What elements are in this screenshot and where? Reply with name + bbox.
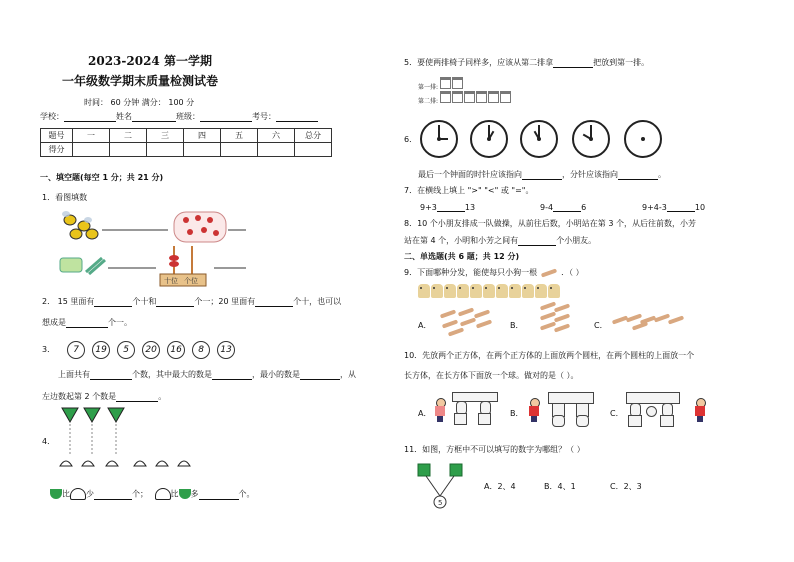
q7-item: 9+4-3 10 bbox=[642, 203, 706, 212]
clock-icon bbox=[470, 120, 508, 158]
score-input[interactable] bbox=[73, 143, 110, 157]
bones-group-b bbox=[536, 302, 576, 338]
bees-picture bbox=[62, 211, 98, 239]
q2-blank-1[interactable] bbox=[94, 297, 132, 307]
chair-icon bbox=[440, 77, 451, 89]
watermelon-icon bbox=[179, 489, 191, 499]
score-table-header-row bbox=[41, 129, 332, 143]
stack-picture-b bbox=[548, 392, 598, 426]
apple-number: 8 bbox=[192, 341, 210, 359]
abacus-tens-label: 十位 bbox=[164, 277, 178, 285]
score-cell: 一 bbox=[73, 129, 110, 143]
q3-blank-4[interactable] bbox=[116, 392, 158, 402]
chair-icon bbox=[500, 91, 511, 103]
q6-number: 6． bbox=[404, 135, 418, 144]
q10-option-a[interactable]: A． bbox=[418, 409, 432, 418]
dog-icon bbox=[548, 284, 560, 298]
dog-icon bbox=[457, 284, 469, 298]
info-line bbox=[40, 111, 318, 122]
q7-blank-2[interactable] bbox=[553, 202, 581, 212]
score-cell: 三 bbox=[147, 129, 184, 143]
time-line: 时间： 60 分钟 满分： 100 分 bbox=[84, 98, 195, 107]
q7-item: 9-4 6 bbox=[540, 203, 587, 212]
score-input[interactable] bbox=[147, 143, 184, 157]
exam-term-title: 2023-2024 第一学期 bbox=[88, 54, 212, 68]
score-cell: 四 bbox=[184, 129, 221, 143]
school-blank[interactable] bbox=[64, 112, 116, 122]
abacus-ones-label: 个位 bbox=[184, 277, 198, 285]
clock-icon bbox=[520, 120, 558, 158]
q2-blank-2[interactable] bbox=[156, 297, 194, 307]
apple-number: 5 bbox=[117, 341, 135, 359]
dogs-row bbox=[418, 284, 561, 300]
q10-option-b[interactable]: B． bbox=[510, 409, 524, 418]
q4-blank-1[interactable] bbox=[94, 490, 132, 500]
q10-line2: 长方体，在长方体下面放一个球。做对的是（ ）。 bbox=[404, 371, 579, 380]
q7-item: 9+3 13 bbox=[420, 203, 476, 212]
q4-blank-2[interactable] bbox=[199, 490, 239, 500]
q3-blank-1[interactable] bbox=[90, 370, 132, 380]
clock-icon bbox=[624, 120, 662, 158]
class-label: 班级： bbox=[176, 112, 200, 121]
q3-blank-2[interactable] bbox=[212, 370, 252, 380]
q4-number: 4． bbox=[42, 437, 56, 446]
apple-number: 19 bbox=[92, 341, 110, 359]
peach-icon bbox=[70, 488, 86, 500]
q11-figure bbox=[414, 460, 470, 516]
clock-icon bbox=[572, 120, 610, 158]
q1-prompt bbox=[42, 192, 87, 203]
q6-blank-2[interactable] bbox=[618, 170, 658, 180]
bones-group-c bbox=[612, 312, 684, 332]
dog-icon bbox=[522, 284, 534, 298]
score-input[interactable] bbox=[295, 143, 332, 157]
q1-number: 1． bbox=[42, 193, 56, 202]
school-label: 学校： bbox=[40, 112, 64, 121]
dog-icon bbox=[444, 284, 456, 298]
q3-blank-3[interactable] bbox=[300, 370, 340, 380]
id-blank[interactable] bbox=[276, 112, 318, 122]
child-icon bbox=[528, 398, 540, 422]
score-cell: 六 bbox=[258, 129, 295, 143]
q8-line2: 站在第 4 个，小明和小芳之间有 个小朋友。 bbox=[404, 236, 597, 245]
chair-icon bbox=[464, 91, 475, 103]
q11-node-number: 5 bbox=[438, 499, 443, 507]
exam-title: 一年级数学期末质量检测试卷 bbox=[62, 74, 219, 88]
score-input[interactable] bbox=[221, 143, 258, 157]
chair-icon bbox=[440, 91, 451, 103]
score-cell: 五 bbox=[221, 129, 258, 143]
q11-option-a[interactable]: A．2、4 bbox=[484, 482, 516, 491]
q11-option-b[interactable]: B．4、1 bbox=[544, 482, 576, 491]
section2-title: 二、单选题(共 6 题；共 12 分) bbox=[404, 252, 520, 261]
q9-option-b[interactable]: B． bbox=[510, 321, 524, 330]
q8-blank[interactable] bbox=[518, 236, 556, 246]
q6-prompt: 最后一个钟面的时针应该指向 ，分针应该指向 。 bbox=[418, 170, 666, 179]
watermelon-icon bbox=[62, 408, 124, 422]
watermelon-icon bbox=[50, 489, 62, 499]
peach-icon bbox=[155, 488, 171, 500]
sticks-picture bbox=[60, 258, 105, 274]
class-blank[interactable] bbox=[200, 112, 252, 122]
q2-blank-4[interactable] bbox=[66, 318, 108, 328]
chairs-row-1: 第一排: bbox=[418, 77, 464, 91]
chairs-row-2: 第二排: bbox=[418, 91, 512, 105]
q2-line2: 想成是 个一。 bbox=[42, 318, 132, 327]
apple-number: 16 bbox=[167, 341, 185, 359]
abacus bbox=[160, 246, 206, 286]
q1-text: 看图填数 bbox=[55, 193, 88, 202]
score-table bbox=[40, 128, 332, 157]
apple-number: 20 bbox=[142, 341, 160, 359]
section1-title: 一、填空题(每空 1 分；共 21 分) bbox=[40, 173, 164, 182]
green-box-left bbox=[418, 464, 430, 476]
dog-icon bbox=[483, 284, 495, 298]
stack-picture-c bbox=[626, 392, 682, 426]
child-icon bbox=[694, 398, 706, 422]
bone-icon bbox=[541, 268, 557, 277]
q2-blank-3[interactable] bbox=[255, 297, 293, 307]
name-blank[interactable] bbox=[132, 112, 176, 122]
q7-prompt: 7．在横线上填上 ">" "<" 或 "="。 bbox=[404, 186, 534, 195]
chair-icon bbox=[452, 77, 463, 89]
clock-icon bbox=[420, 120, 458, 158]
chair-icon bbox=[476, 91, 487, 103]
dog-icon bbox=[535, 284, 547, 298]
score-input[interactable] bbox=[258, 143, 295, 157]
apple-number: 13 bbox=[217, 341, 235, 359]
dog-icon bbox=[470, 284, 482, 298]
q5-prompt: 5．要使两排椅子同样多，应该从第二排拿 把放到第一排。 bbox=[404, 58, 650, 67]
q8-line1: 8．10 个小朋友排成一队做操，从前往后数，小明站在第 3 个，从后往前数，小芳 bbox=[404, 219, 696, 228]
chair-icon bbox=[452, 91, 463, 103]
q1-figure bbox=[56, 206, 246, 288]
id-label: 考号： bbox=[252, 112, 276, 121]
name-label: 姓名 bbox=[116, 112, 132, 121]
dog-icon bbox=[496, 284, 508, 298]
q3-line2: 左边数起第 2 个数是 。 bbox=[42, 392, 167, 401]
q7-blank-1[interactable] bbox=[437, 202, 465, 212]
q5-blank[interactable] bbox=[553, 58, 593, 68]
q11-option-c[interactable]: C．2、3 bbox=[610, 482, 642, 491]
q3-numbers bbox=[42, 341, 242, 359]
score-cell: 二 bbox=[110, 129, 147, 143]
q2-line1: 2． 15 里面有 个十和 个一；20 里面有 个十，也可以 bbox=[42, 297, 342, 306]
q3-number: 3． bbox=[42, 345, 56, 354]
q10-option-c[interactable]: C． bbox=[610, 409, 624, 418]
green-box-right bbox=[450, 464, 462, 476]
score-cell: 总分 bbox=[295, 129, 332, 143]
child-icon bbox=[434, 398, 446, 422]
q4-answer-line: 比 少 个； 比 多 个。 bbox=[50, 488, 255, 500]
dog-icon bbox=[509, 284, 521, 298]
q9-option-a[interactable]: A． bbox=[418, 321, 432, 330]
score-cell: 得分 bbox=[41, 143, 73, 157]
q11-prompt: 11．如图，方框中不可以填写的数字为哪组？（ ） bbox=[404, 445, 585, 454]
q9-option-c[interactable]: C． bbox=[594, 321, 608, 330]
score-input[interactable] bbox=[184, 143, 221, 157]
apple-number: 7 bbox=[67, 341, 85, 359]
peach-icon bbox=[60, 461, 190, 466]
q7-blank-3[interactable] bbox=[667, 202, 695, 212]
score-cell: 题号 bbox=[41, 129, 73, 143]
dog-icon bbox=[431, 284, 443, 298]
q6-blank-1[interactable] bbox=[522, 170, 562, 180]
bones-group-a bbox=[440, 308, 492, 336]
q10-line1: 10．先放两个正方体，在两个正方体的上面放两个圆柱，在两个圆柱的上面放一个 bbox=[404, 351, 695, 360]
q3-line1: 上面共有 个数，其中最大的数是 ，最小的数是 ，从 bbox=[58, 370, 356, 379]
dog-icon bbox=[418, 284, 430, 298]
stack-picture-a bbox=[452, 392, 500, 424]
q9-prompt: 9．下面哪种分发，能使每只小狗一根 ．（ ） bbox=[404, 268, 584, 277]
chair-icon bbox=[488, 91, 499, 103]
q4-figure bbox=[56, 404, 206, 476]
score-input[interactable] bbox=[110, 143, 147, 157]
score-table-score-row bbox=[41, 143, 332, 157]
